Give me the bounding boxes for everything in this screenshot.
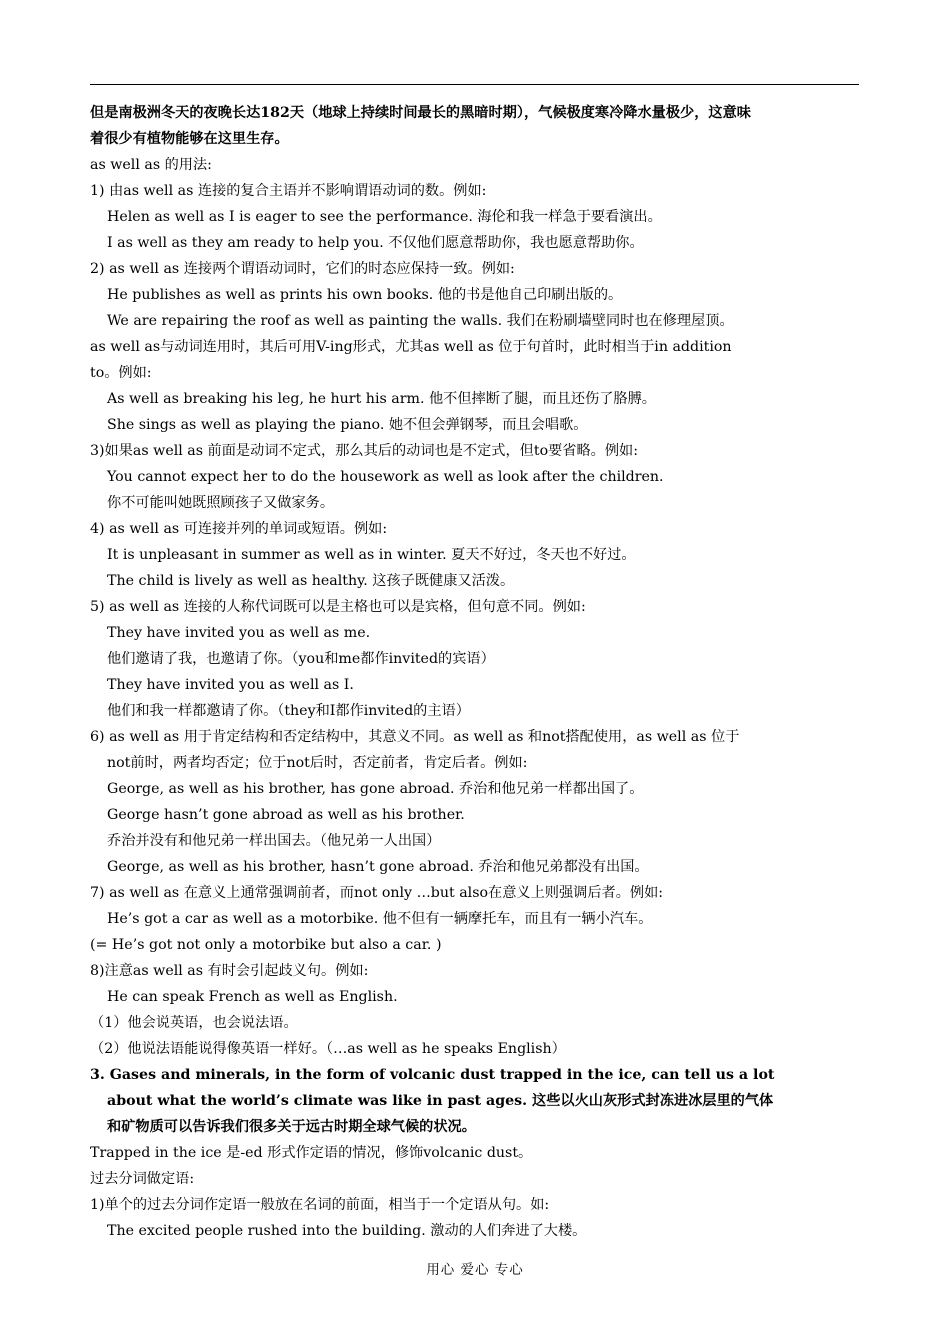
- text-line: 他们邀请了我，也邀请了你。（you和me都作invited的宾语）: [107, 651, 495, 667]
- text-line: about what the world’s climate was like in past ages. 这些以火山灰形式封冻进冰层里的气体: [107, 1093, 774, 1109]
- text-line: They have invited you as well as I.: [107, 677, 354, 693]
- text-line: Helen as well as I is eager to see the performance. 海伦和我一样急于要看演出。: [107, 209, 662, 225]
- text-line: to。例如:: [90, 365, 152, 381]
- text-line: 4) as well as 可连接并列的单词或短语。例如:: [90, 521, 388, 537]
- text-line: 3. Gases and minerals, in the form of volcanic dust trapped in the ice, can tell us a lot: [90, 1067, 775, 1083]
- text-line: We are repairing the roof as well as painting the walls. 我们在粉刷墙壁同时也在修理屋顶。: [107, 313, 734, 329]
- text-line: 乔治并没有和他兄弟一样出国去。（他兄弟一人出国）: [107, 833, 441, 849]
- text-line: You cannot expect her to do the housework as well as look after the children.: [107, 469, 664, 485]
- text-line: The excited people rushed into the building. 激动的人们奔进了大楼。: [107, 1223, 587, 1239]
- text-line: （2）他说法语能说得像英语一样好。（…as well as he speaks English）: [90, 1041, 566, 1057]
- text-line: as well as 的用法:: [90, 157, 212, 173]
- text-line: She sings as well as playing the piano. 她不但会弹钢琴，而且会唱歌。: [107, 417, 588, 433]
- text-line: 1)单个的过去分词作定语一般放在名词的前面，相当于一个定语从句。如:: [90, 1197, 550, 1213]
- text-line: He’s got a car as well as a motorbike. 他不但有一辆摩托车，而且有一辆小汽车。: [107, 911, 653, 927]
- text-line: (= He’s got not only a motorbike but also a car. ): [90, 937, 442, 953]
- text-line: 他们和我一样都邀请了你。（they和I都作invited的主语）: [107, 703, 470, 719]
- text-line: George hasn’t gone abroad as well as his brother.: [107, 807, 465, 823]
- text-line: 3)如果as well as 前面是动词不定式，那么其后的动词也是不定式，但to要省略。例如:: [90, 443, 639, 459]
- text-line: （1）他会说英语，也会说法语。: [90, 1015, 298, 1031]
- text-line: 和矿物质可以告诉我们很多关于远古时期全球气候的状况。: [107, 1119, 476, 1135]
- text-line: As well as breaking his leg, he hurt his arm. 他不但摔断了腿，而且还伤了胳膊。: [107, 391, 656, 407]
- text-line: 但是南极洲冬天的夜晚长达182天（地球上持续时间最长的黑暗时期），气候极度寒冷降水量极少，这意味: [90, 105, 751, 121]
- text-line: 着很少有植物能够在这里生存。: [90, 131, 289, 147]
- text-line: 过去分词做定语:: [90, 1171, 195, 1187]
- text-line: They have invited you as well as me.: [107, 625, 371, 641]
- text-line: George, as well as his brother, hasn’t gone abroad. 乔治和他兄弟都没有出国。: [107, 859, 649, 875]
- header-rule: [90, 84, 859, 85]
- text-line: The child is lively as well as healthy. 这孩子既健康又活泼。: [107, 573, 515, 589]
- text-line: George, as well as his brother, has gone abroad. 乔治和他兄弟一样都出国了。: [107, 781, 644, 797]
- text-line: 你不可能叫她既照顾孩子又做家务。: [107, 495, 335, 511]
- text-line: He can speak French as well as English.: [107, 989, 398, 1005]
- text-line: I as well as they am ready to help you. 不仅他们愿意帮助你，我也愿意帮助你。: [107, 235, 644, 251]
- text-line: 5) as well as 连接的人称代词既可以是主格也可以是宾格，但句意不同。例如:: [90, 599, 586, 615]
- text-line: 1) 由as well as 连接的复合主语并不影响谓语动词的数。例如:: [90, 183, 487, 199]
- text-line: 8)注意as well as 有时会引起歧义句。例如:: [90, 963, 369, 979]
- text-line: Trapped in the ice 是-ed 形式作定语的情况，修饰volcanic dust。: [90, 1145, 533, 1161]
- page-footer: 用心 爱心 专心: [426, 1262, 524, 1278]
- text-line: 2) as well as 连接两个谓语动词时，它们的时态应保持一致。例如:: [90, 261, 515, 277]
- text-line: 7) as well as 在意义上通常强调前者，而not only …but also在意义上则强调后者。例如:: [90, 885, 664, 901]
- text-line: not前时，两者均否定；位于not后时，否定前者，肯定后者。例如:: [107, 755, 528, 771]
- text-line: He publishes as well as prints his own books. 他的书是他自己印刷出版的。: [107, 287, 623, 303]
- text-line: It is unpleasant in summer as well as in winter. 夏天不好过，冬天也不好过。: [107, 547, 636, 563]
- text-line: as well as与动词连用时，其后可用V-ing形式，尤其as well as 位于句首时，此时相当于in addition: [90, 339, 732, 355]
- document-body: [90, 100, 862, 1244]
- text-line: 6) as well as 用于肯定结构和否定结构中，其意义不同。as well as 和not搭配使用，as well as 位于: [90, 729, 740, 745]
